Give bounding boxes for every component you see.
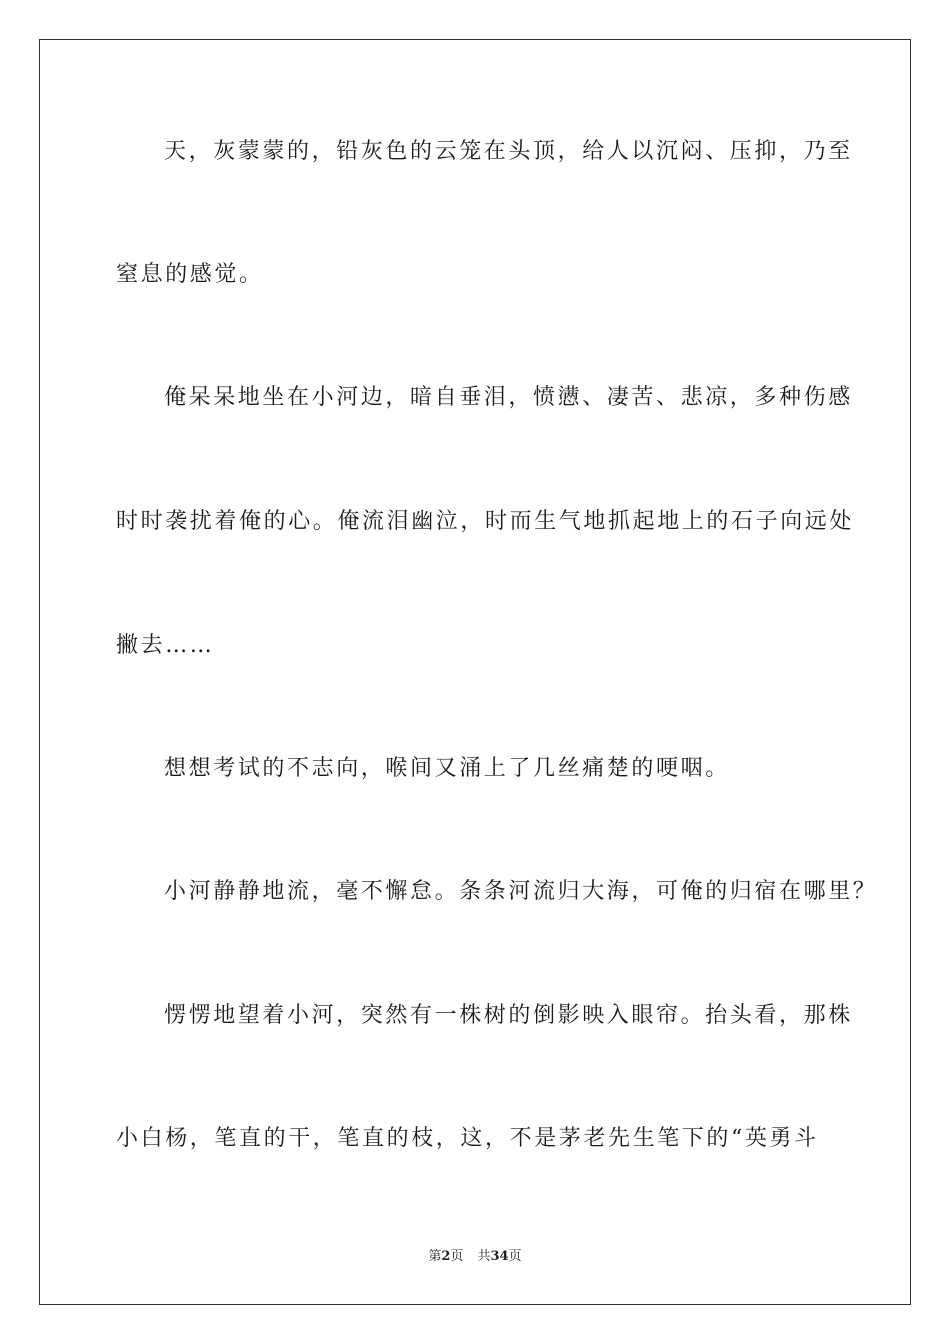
page-border <box>39 39 911 1305</box>
text-line-5: 撇去…… <box>116 633 215 658</box>
text-line-9: 小白杨，笔直的干，笔直的枝，这，不是茅老先生笔下的“英勇斗 <box>116 1126 819 1151</box>
text-line-2: 窒息的感觉。 <box>116 262 264 287</box>
text-line-6: 想想考试的不志向，喉间又涌上了几丝痛楚的哽咽。 <box>164 756 730 781</box>
text-line-7: 小河静静地流，毫不懈怠。条条河流归大海，可俺的归宿在哪里？ <box>164 879 878 904</box>
page-number: 2 <box>441 1249 451 1264</box>
total-pages: 34 <box>490 1249 509 1264</box>
page-prefix: 第 <box>428 1249 442 1264</box>
total-prefix: 共 <box>477 1249 491 1264</box>
page-footer <box>0 1248 950 1266</box>
text-line-8: 愣愣地望着小河，突然有一株树的倒影映入眼帘。抬头看，那株 <box>164 1003 853 1028</box>
page-suffix: 页 <box>450 1249 464 1264</box>
text-line-3: 俺呆呆地坐在小河边，暗自垂泪，愤懑、凄苦、悲凉，多种伤感 <box>164 385 853 410</box>
text-line-1: 天，灰蒙蒙的，铅灰色的云笼在头顶，给人以沉闷、压抑，乃至 <box>164 139 853 164</box>
total-suffix: 页 <box>508 1249 522 1264</box>
text-line-4: 时时袭扰着俺的心。俺流泪幽泣，时而生气地抓起地上的石子向远处 <box>116 509 855 534</box>
